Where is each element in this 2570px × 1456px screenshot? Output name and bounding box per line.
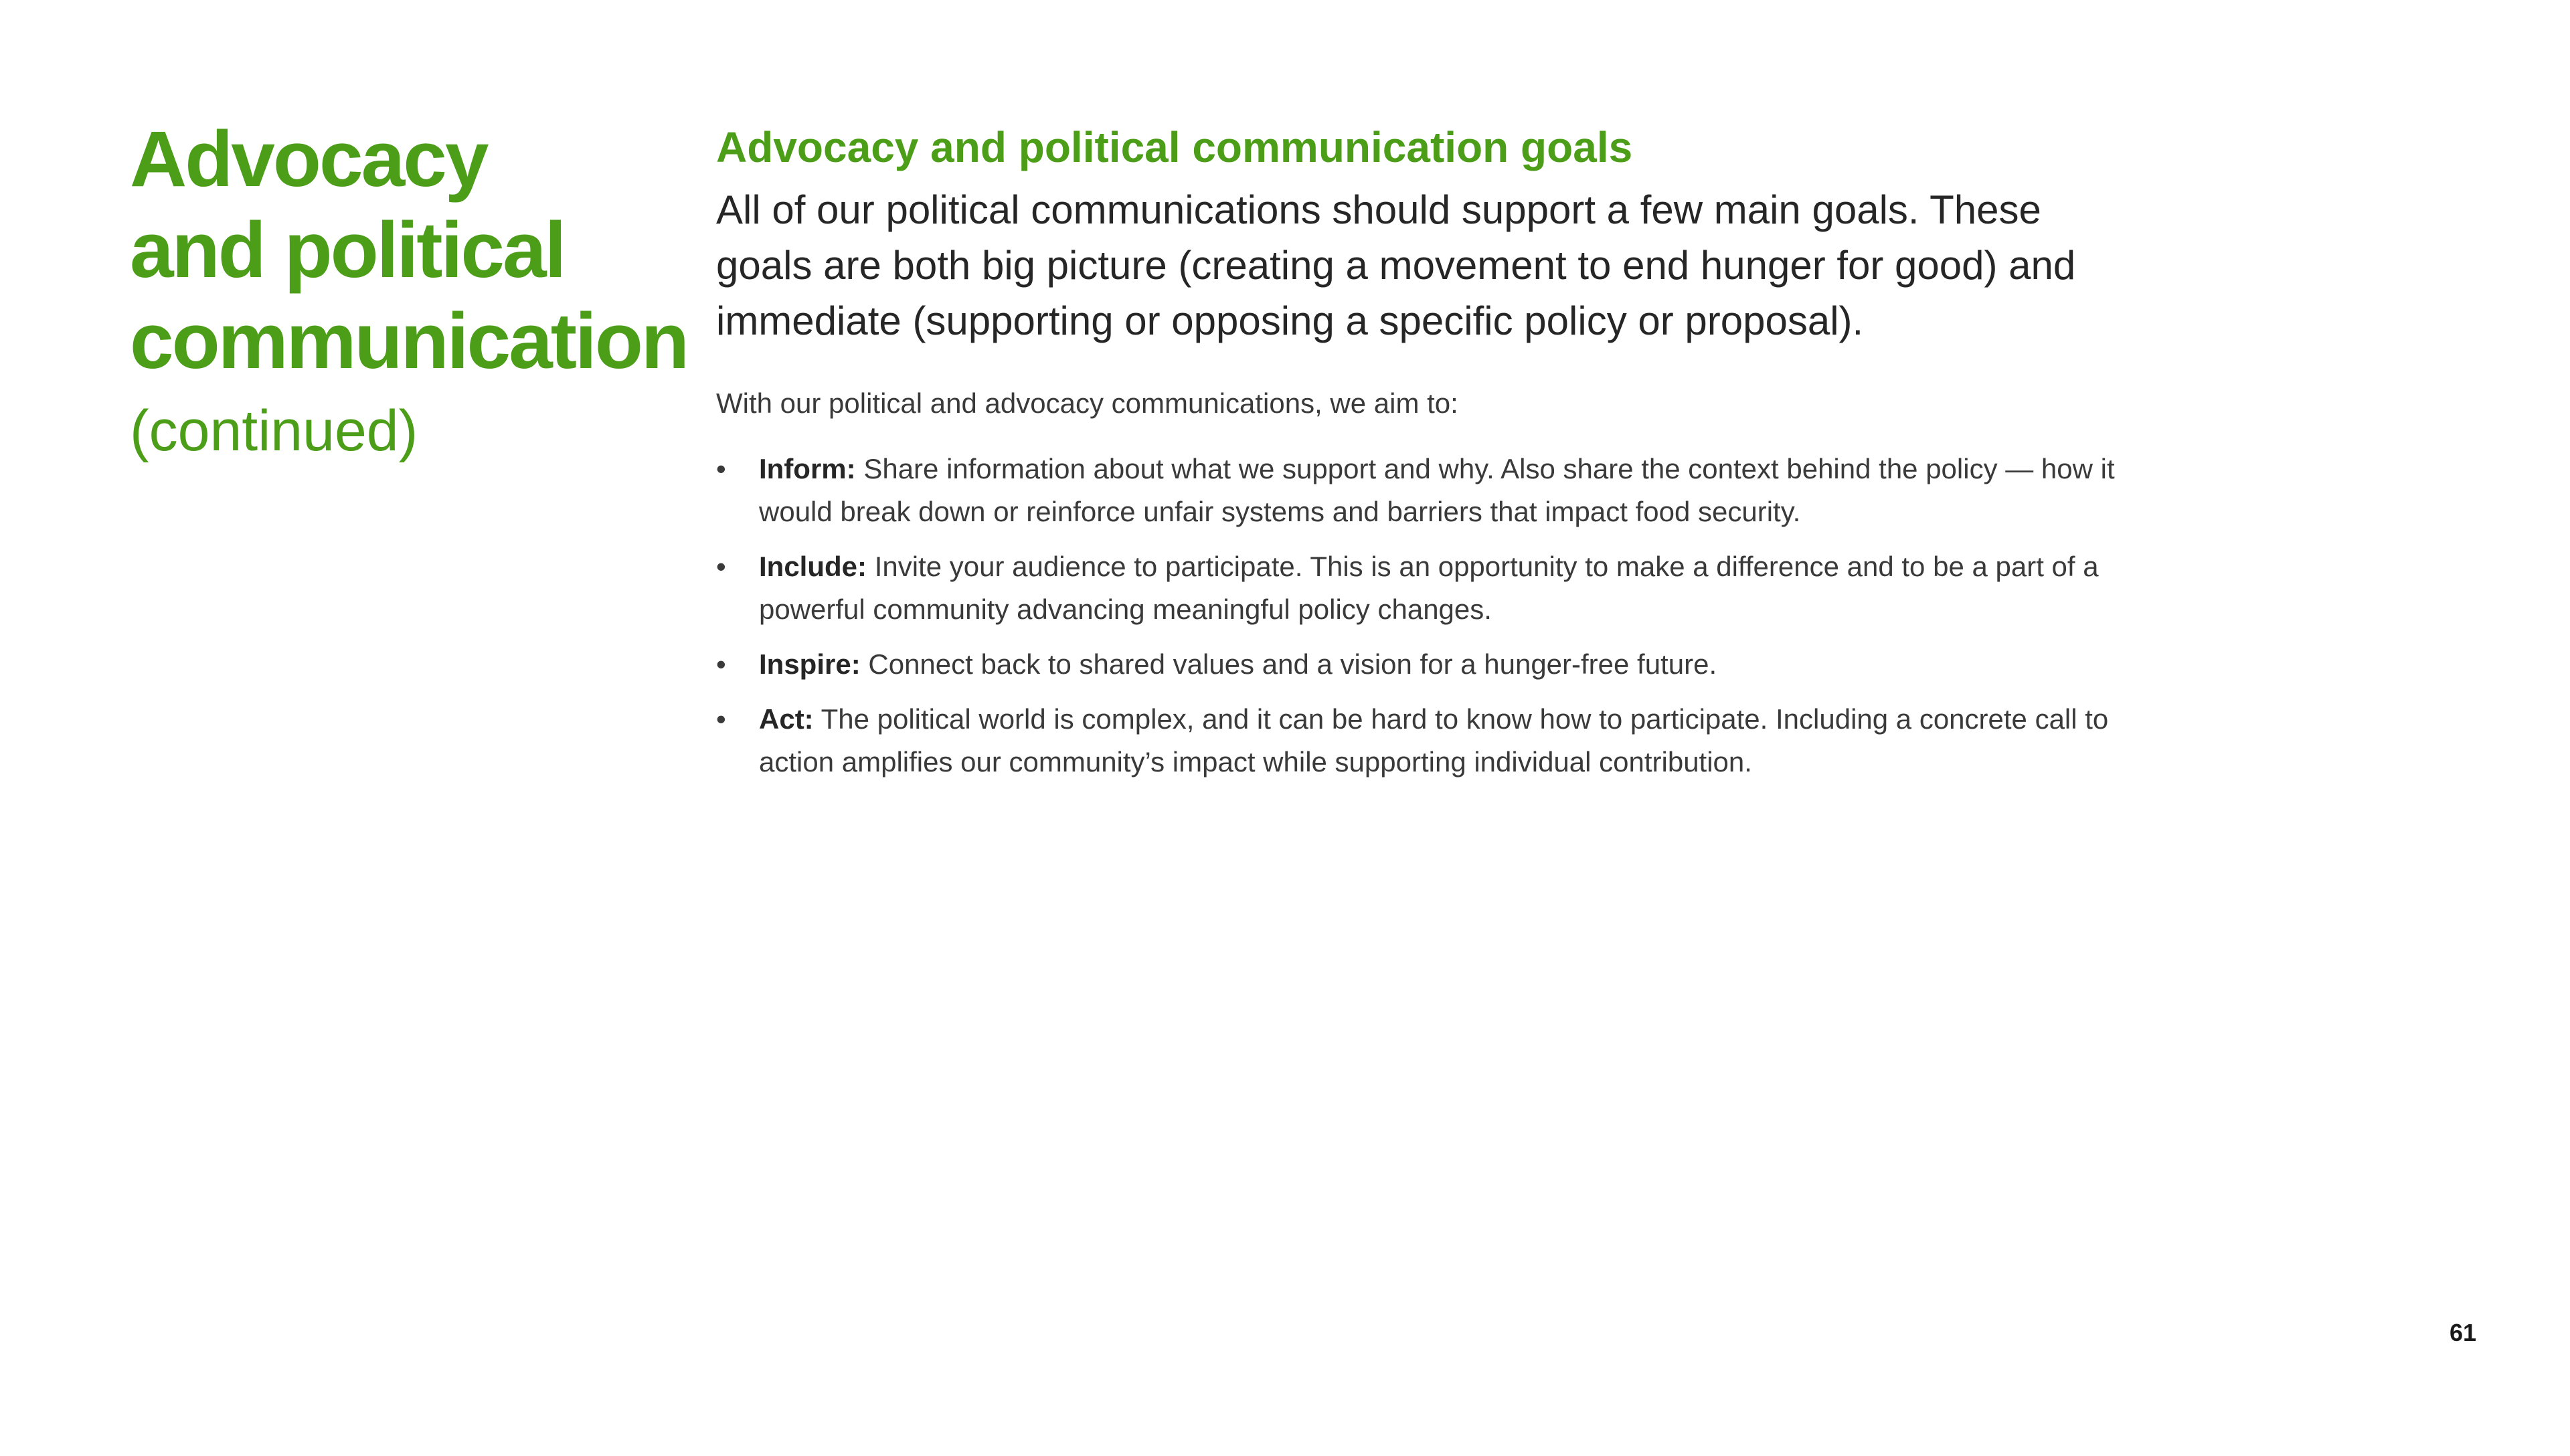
goal-term: Inspire: bbox=[759, 648, 861, 680]
lead-paragraph: All of our political communications should support a few main goals. These goals are both big picture (creating a movement to end hunger for good) and immediate (supporting or opposing a specific policy or proposal). bbox=[716, 187, 2076, 343]
page-title bbox=[130, 114, 687, 471]
bullet-icon: • bbox=[716, 453, 726, 484]
intro-paragraph: With our political and advocacy communications, we aim to: bbox=[716, 387, 1458, 419]
goal-item-act bbox=[716, 698, 2148, 784]
bullet-icon: • bbox=[716, 703, 726, 735]
goal-text: Share information about what we support and why. Also share the context behind the policy — how it would break down or reinforce unfair systems and barriers that impact food security. bbox=[759, 453, 2115, 527]
goal-term: Include: bbox=[759, 551, 867, 582]
goal-term: Act: bbox=[759, 703, 814, 735]
bullet-icon: • bbox=[716, 551, 726, 582]
page-title-line: and political bbox=[130, 206, 565, 294]
goal-text: Connect back to shared values and a vision for a hunger-free future. bbox=[868, 648, 1717, 680]
page-title-line: communication bbox=[130, 297, 687, 385]
goal-item-include bbox=[716, 545, 2148, 631]
page-title-continued: (continued) bbox=[130, 399, 418, 463]
section-heading: Advocacy and political communication goals bbox=[716, 123, 1633, 171]
goal-item-inspire bbox=[716, 643, 2148, 686]
goals-list bbox=[716, 448, 2148, 784]
page-number: 61 bbox=[2449, 1319, 2476, 1346]
goal-text: The political world is complex, and it can be hard to know how to participate. Including a concrete call to action amplifies our community’s impact while supporting individual contribution. bbox=[759, 703, 2109, 778]
goal-item-inform bbox=[716, 448, 2148, 533]
main-content bbox=[716, 120, 2148, 796]
goal-text: Invite your audience to participate. This is an opportunity to make a difference and to be a part of a powerful community advancing meaningful policy changes. bbox=[759, 551, 2099, 625]
goal-term: Inform: bbox=[759, 453, 856, 484]
bullet-icon: • bbox=[716, 648, 726, 680]
page-title-line: Advocacy bbox=[130, 115, 487, 203]
